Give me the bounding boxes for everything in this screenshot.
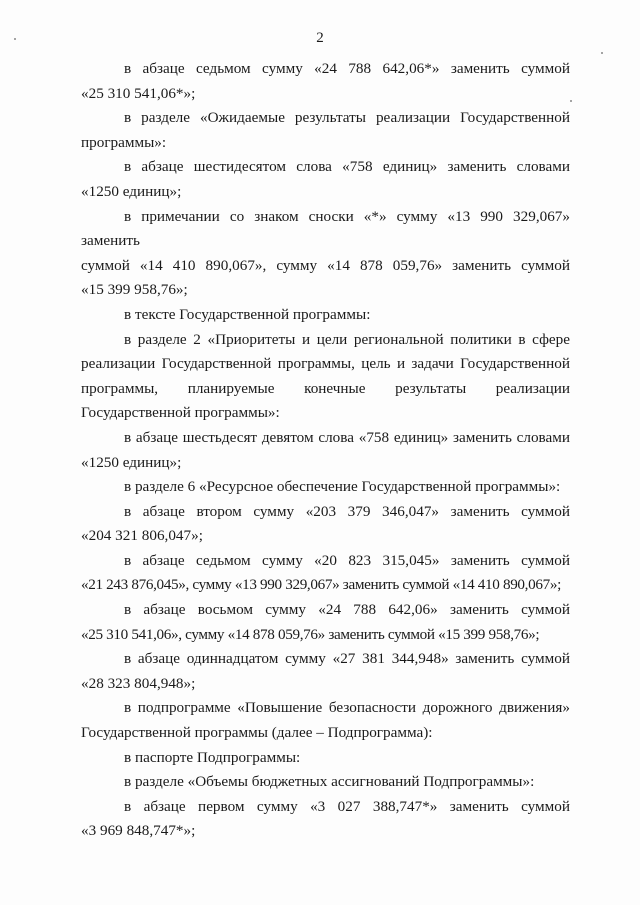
paragraph: [81, 647, 570, 696]
text-line: в абзаце шестьдесят девятом слова «758 единиц» заменить словами: [124, 428, 570, 446]
text-line: в абзаце седьмом сумму «24 788 642,06*» заменить суммой: [124, 60, 570, 77]
text-line: в паспорте Подпрограммы:: [124, 748, 301, 766]
text-line: «25 310 541,06*»;: [81, 84, 196, 102]
text-line: «15 399 958,76»;: [81, 281, 188, 299]
paragraph: [81, 328, 570, 426]
text-line: «25 310 541,06», сумму «14 878 059,76» заменить суммой «15 399 958,76»;: [81, 625, 540, 643]
text-line: в разделе 2 «Приоритеты и цели региональной политики в сфере: [124, 330, 570, 348]
text-line: суммой «14 410 890,067», сумму «14 878 059,76» заменить суммой: [81, 256, 570, 274]
page-number: 2: [316, 30, 324, 46]
text-line: «28 323 804,948»;: [81, 674, 196, 692]
paragraph: [81, 746, 570, 771]
text-line: в абзаце первом сумму «3 027 388,747*» заменить суммой: [124, 797, 570, 815]
paragraph: [81, 205, 570, 303]
paragraph: [81, 475, 570, 500]
paragraph: [81, 598, 570, 647]
text-line: «1250 единиц»;: [81, 453, 182, 471]
text-line: Государственной программы (далее – Подпрограмма):: [81, 724, 433, 742]
text-line: в абзаце седьмом сумму «20 823 315,045» заменить суммой: [124, 551, 570, 569]
paragraph: [81, 426, 570, 475]
text-line: в разделе «Ожидаемые результаты реализации Государственной: [124, 109, 570, 127]
text-line: программы»:: [81, 133, 167, 151]
text-line: в абзаце одиннадцатом сумму «27 381 344,948» заменить суммой: [124, 650, 570, 668]
text-line: в подпрограмме «Повышение безопасности дорожного движения»: [124, 699, 570, 717]
document-body: [81, 57, 570, 844]
paragraph: [81, 795, 570, 844]
text-line: в абзаце втором сумму «203 379 346,047» заменить суммой: [124, 502, 570, 520]
text-line: «21 243 876,045», сумму «13 990 329,067» заменить суммой «14 410 890,067»;: [81, 576, 561, 594]
scan-speck: [570, 100, 572, 102]
text-line: «1250 единиц»;: [81, 182, 182, 200]
paragraph: [81, 696, 570, 745]
paragraph: [81, 106, 570, 155]
text-line: в абзаце шестидесятом слова «758 единиц» заменить словами: [124, 158, 570, 176]
paragraph: [81, 770, 570, 795]
text-line: реализации Государственной программы, цель и задачи Государственной: [81, 355, 570, 373]
text-line: программы, планируемые конечные результаты реализации: [81, 379, 570, 397]
text-line: «3 969 848,747*»;: [81, 822, 196, 840]
scan-speck: [601, 52, 603, 54]
text-line: в абзаце восьмом сумму «24 788 642,06» заменить суммой: [124, 601, 570, 619]
paragraph: [81, 500, 570, 549]
text-line: в примечании со знаком сноски «*» сумму «13 990 329,067» заменить: [81, 207, 570, 250]
paragraph: [81, 155, 570, 204]
text-line: «204 321 806,047»;: [81, 527, 203, 545]
paragraph: [81, 303, 570, 328]
text-line: Государственной программы»:: [81, 404, 280, 422]
paragraph: [81, 57, 570, 106]
text-line: в тексте Государственной программы:: [124, 305, 371, 323]
paragraph: [81, 549, 570, 598]
text-line: в разделе «Объемы бюджетных ассигнований Подпрограммы»:: [124, 773, 535, 791]
text-line: в разделе 6 «Ресурсное обеспечение Государственной программы»:: [124, 478, 561, 496]
